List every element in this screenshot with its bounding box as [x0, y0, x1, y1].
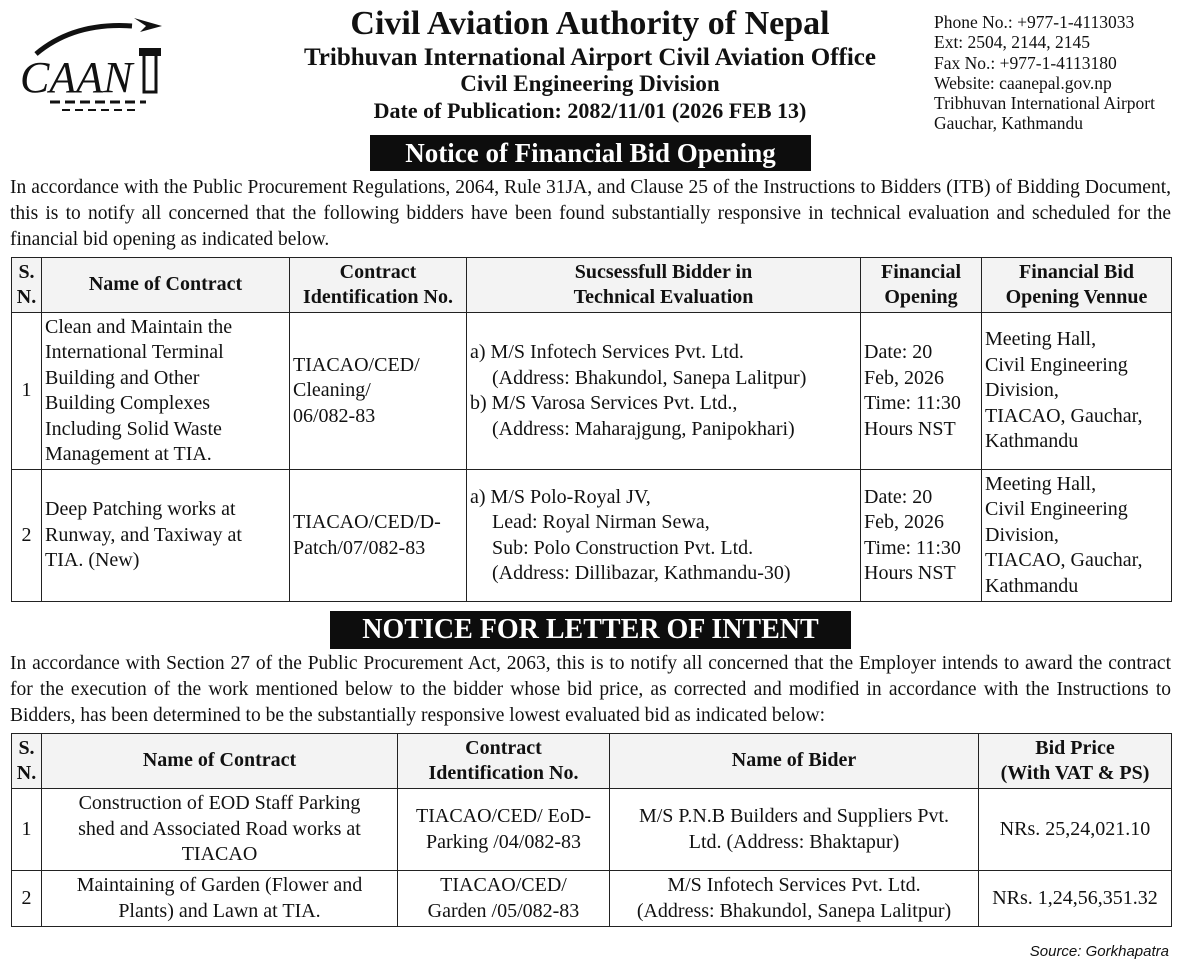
col-venue: Financial Bid Opening Vennue: [982, 258, 1172, 313]
caan-logo-graphic: [14, 12, 164, 118]
letter-of-intent-intro: In accordance with Section 27 of the Public Procurement Act, 2063, this is to notify all concerned that the Employer intends to award the contract for the execution of the work mentioned below to the bidder whose bid price, as corrected and modified in accordance with the Instructions to Bidders, has been determined to be the substantially responsive lowest evaluated bid as indicated below:: [10, 653, 1171, 726]
row-contract-id: TIACAO/CED/ Cleaning/ 06/082-83: [290, 313, 467, 470]
letter-of-intent-title: NOTICE FOR LETTER OF INTENT: [330, 611, 851, 649]
col-name: Name of Contract: [42, 734, 398, 789]
financial-bid-title: Notice of Financial Bid Opening: [370, 135, 811, 171]
table-header-row: [12, 734, 1172, 789]
financial-bid-table: [11, 257, 1172, 602]
row-contract-id: TIACAO/CED/ Garden /05/082-83: [398, 871, 610, 927]
row-contract-name: Clean and Maintain the International Terminal Building and Other Building Complexes Including Solid Waste Management at TIA.: [42, 313, 290, 470]
col-name: Name of Contract: [42, 258, 290, 313]
row-contract-name: Construction of EOD Staff Parking shed and Associated Road works at TIACAO: [42, 789, 398, 871]
table-header-row: [12, 258, 1172, 313]
publication-date: Date of Publication: 2082/11/01 (2026 FEB 13): [373, 97, 807, 123]
contact-ext: Ext: 2504, 2144, 2145: [934, 32, 1091, 53]
row-contract-name: Deep Patching works at Runway, and Taxiway at TIA. (New): [42, 470, 290, 602]
office-name: Tribhuvan International Airport Civil Aviation Office: [303, 43, 876, 71]
contact-fax: Fax No.: +977-1-4113180: [934, 52, 1117, 73]
row-sn: 2: [12, 470, 42, 602]
org-name: Civil Aviation Authority of Nepal: [350, 5, 830, 42]
letter-of-intent-table: [11, 733, 1172, 927]
row-contract-id: TIACAO/CED/D- Patch/07/082-83: [290, 470, 467, 602]
col-bidder: Sucsessfull Bidder in Technical Evaluation: [467, 258, 861, 313]
col-bidder: Name of Bider: [610, 734, 979, 789]
row-sn: 1: [12, 789, 42, 871]
row-contract-id: TIACAO/CED/ EoD- Parking /04/082-83: [398, 789, 610, 871]
col-sn: S. N.: [12, 734, 42, 789]
row-price: NRs. 1,24,56,351.32: [979, 871, 1172, 927]
financial-bid-intro: In accordance with the Public Procurement Regulations, 2064, Rule 31JA, and Clause 25 of the Instructions to Bidders (ITB) of Bidding Document, this is to notify all concerned that the following bidders have been found substantially responsive in technical evaluation and scheduled for the financial bid opening as indicated below.: [10, 177, 1171, 250]
caan-logo: [14, 12, 164, 118]
row-sn: 1: [12, 313, 42, 470]
col-contract-id: Contract Identification No.: [290, 258, 467, 313]
row-price: NRs. 25,24,021.10: [979, 789, 1172, 871]
contact-website: Website: caanepal.gov.np: [934, 72, 1112, 93]
table-row: [12, 871, 1172, 927]
header-titles: [230, 6, 950, 122]
contact-address-2: Gauchar, Kathmandu: [934, 113, 1083, 134]
row-venue: Meeting Hall, Civil Engineering Division, TIACAO, Gauchar, Kathmandu: [982, 470, 1172, 602]
row-contract-name: Maintaining of Garden (Flower and Plants) and Lawn at TIA.: [42, 871, 398, 927]
contact-info: [934, 12, 1179, 134]
table-row: [12, 313, 1172, 470]
row-bidder: M/S P.N.B Builders and Suppliers Pvt. Ltd. (Address: Bhaktapur): [610, 789, 979, 871]
col-sn: S. N.: [12, 258, 42, 313]
logo-wordmark: CAAN: [20, 53, 133, 102]
table-row: [12, 789, 1172, 871]
contact-address-1: Tribhuvan International Airport: [934, 93, 1155, 114]
source-credit: Source: Gorkhapatra: [1029, 943, 1169, 960]
division-name: Civil Engineering Division: [460, 70, 720, 96]
table-row: [12, 470, 1172, 602]
col-price: Bid Price (With VAT & PS): [979, 734, 1172, 789]
col-contract-id: Contract Identification No.: [398, 734, 610, 789]
row-bidders: a) M/S Polo-Royal JV, Lead: Royal Nirman Sewa, Sub: Polo Construction Pvt. Ltd. (Address: Dillibazar, Kathmandu-30): [467, 470, 861, 602]
row-opening: Date: 20 Feb, 2026 Time: 11:30 Hours NST: [861, 470, 982, 602]
row-sn: 2: [12, 871, 42, 927]
contact-phone: Phone No.: +977-1-4113033: [934, 12, 1135, 32]
row-venue: Meeting Hall, Civil Engineering Division, TIACAO, Gauchar, Kathmandu: [982, 313, 1172, 470]
row-opening: Date: 20 Feb, 2026 Time: 11:30 Hours NST: [861, 313, 982, 470]
row-bidder: M/S Infotech Services Pvt. Ltd. (Address: Bhakundol, Sanepa Lalitpur): [610, 871, 979, 927]
row-bidders: a) M/S Infotech Services Pvt. Ltd. (Address: Bhakundol, Sanepa Lalitpur) b) M/S Varosa Services Pvt. Ltd., (Address: Maharajgung, Panipokhari): [467, 313, 861, 470]
col-opening: Financial Opening: [861, 258, 982, 313]
